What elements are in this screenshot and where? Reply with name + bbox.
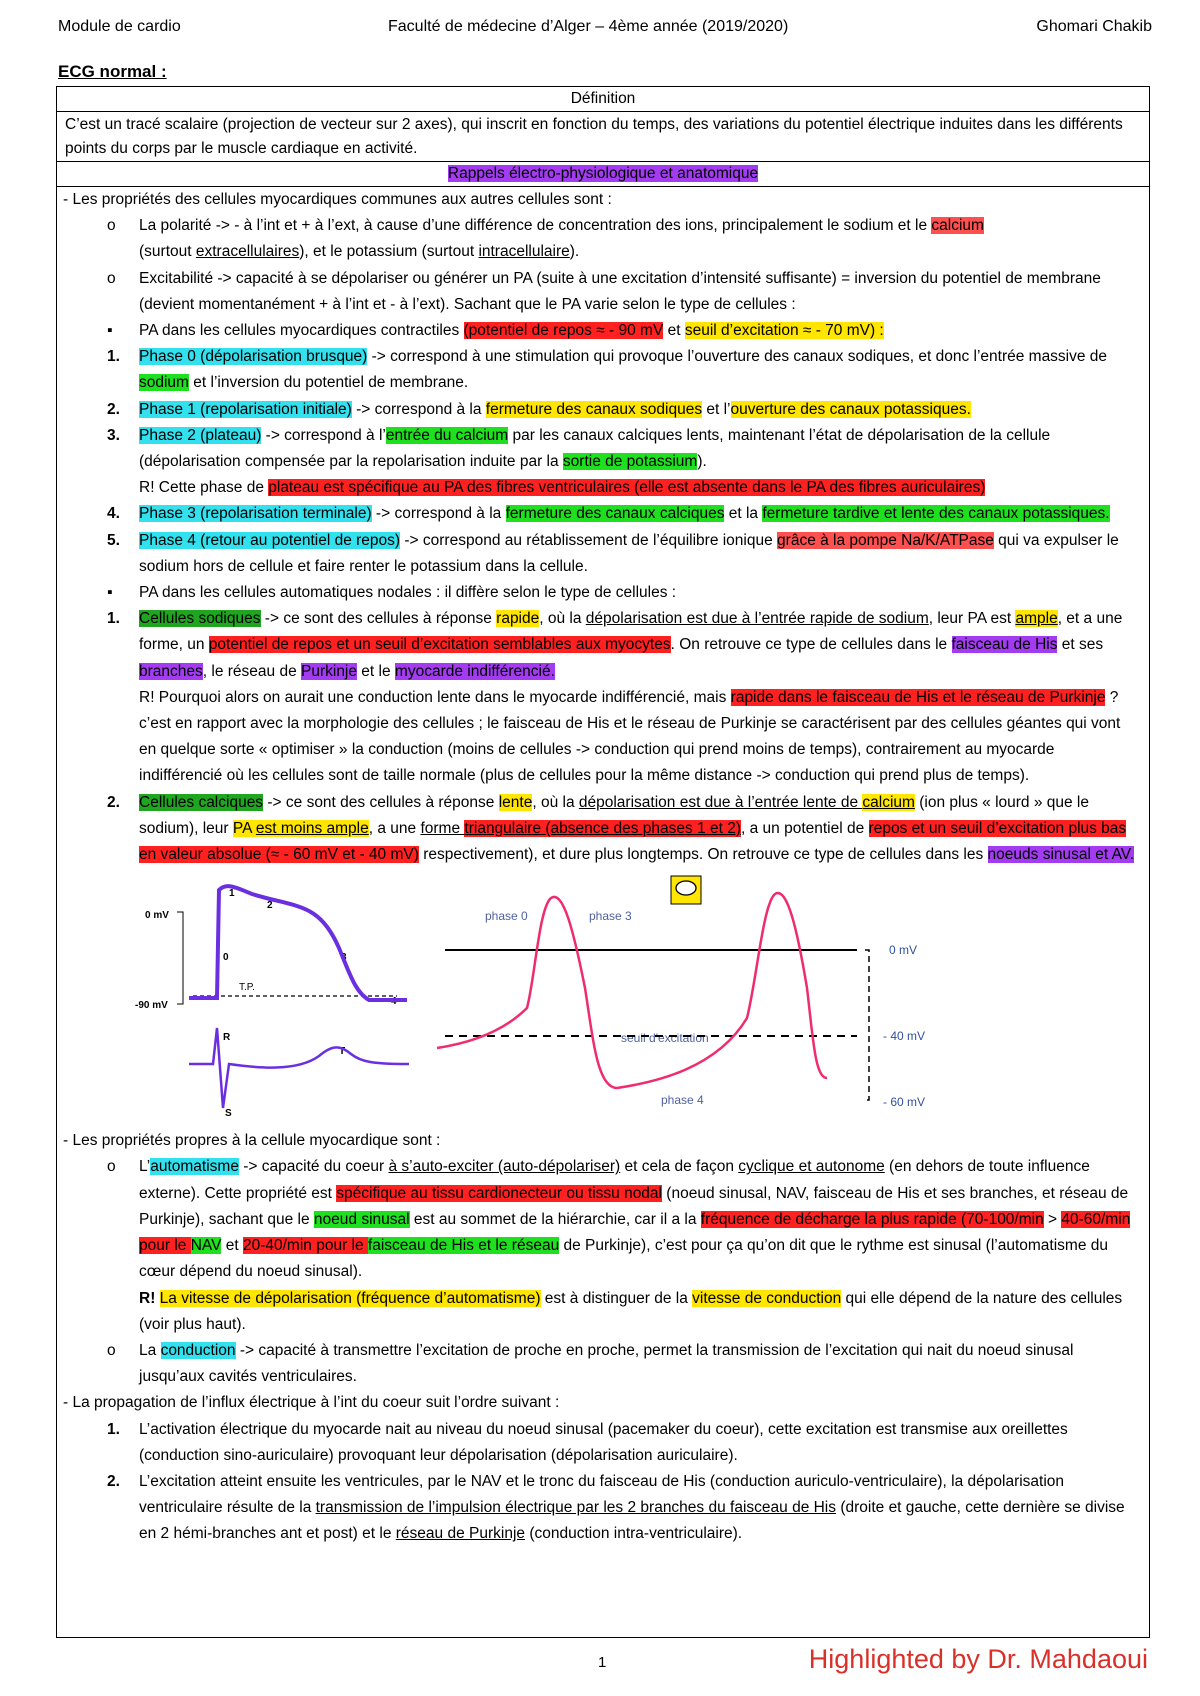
bullet-circle-icon: o <box>107 1341 116 1359</box>
highlight-faisceau: faisceau de His et le réseau <box>367 1237 560 1255</box>
header-faculty: Faculté de médecine d’Alger – 4ème année (2019/2020) <box>388 18 789 35</box>
page-number: 1 <box>598 1654 607 1671</box>
text-run: dépolarisation est due à l’entrée rapide de sodium <box>585 610 929 628</box>
list-item-sodiques <box>57 606 1149 789</box>
text-run: et l’ <box>702 400 731 418</box>
text-run: , où la <box>539 610 586 628</box>
text-run: respectivement), et dure plus longtemps. On retrouve ce type de cellules dans les <box>418 846 988 864</box>
highlight-phase0: Phase 0 (dépolarisation brusque) <box>139 348 368 366</box>
number-marker: 1. <box>107 348 120 366</box>
text-run: ). <box>697 453 707 471</box>
label-90mv: -90 mV <box>135 1000 168 1012</box>
header-module: Module de cardio <box>58 18 181 35</box>
text-run: forme <box>420 819 465 837</box>
bullet-circle-icon: o <box>107 217 116 235</box>
text-run: (conduction intra-ventriculaire). <box>525 1525 743 1543</box>
text-run: -> capacité du coeur <box>238 1158 389 1176</box>
highlight-calcium: calcium <box>931 217 984 235</box>
document-body <box>57 187 1149 1548</box>
header-author: Ghomari Chakib <box>1036 18 1152 35</box>
list-item-phase4 <box>57 528 1149 580</box>
number-marker: 5. <box>107 531 120 549</box>
highlight-repos: (potentiel de repos ≈ - 90 mV <box>463 322 664 340</box>
label-phase-0: 0 <box>223 952 229 964</box>
text-run: , où la <box>532 793 579 811</box>
text-run: -> correspond à l’ <box>261 426 386 444</box>
text-run: L’ <box>139 1158 151 1176</box>
highlight-seuil: seuil d’excitation ≈ - 70 mV) : <box>684 322 884 340</box>
text-run: extracellulaires <box>195 243 300 261</box>
list-item-pa-nodales <box>57 580 1149 606</box>
label-60mv: - 60 mV <box>883 1095 926 1110</box>
label-phase-4: 4 <box>391 996 397 1008</box>
highlight-ample: ample <box>1015 610 1058 628</box>
text-run: et la <box>724 505 763 523</box>
text-run: cyclique et autonome <box>738 1158 885 1176</box>
highlight-frequence: fréquence de décharge la plus rapide (70-100/min <box>700 1210 1044 1228</box>
highlight-noeud-sinusal: noeud sinusal <box>313 1210 410 1228</box>
highlight-sodium: sodium <box>139 374 189 392</box>
text-run: , a un potentiel de <box>741 819 869 837</box>
content-frame <box>56 86 1150 1638</box>
highlight-vitesse-cond: vitesse de conduction <box>692 1289 842 1307</box>
text-run: dépolarisation est due à l’entrée lente de <box>578 793 863 811</box>
label-seuil: seuil d'excitation <box>621 1031 709 1046</box>
highlight-entree-calcium: entrée du calcium <box>385 426 509 444</box>
action-potential-figure <box>57 868 1149 1128</box>
text-run: de Purkinje), c’est pour ça qu’on dit que le rythme est sinusal (l’automatisme du cœur dépend du noeud sinusal). <box>139 1237 1108 1281</box>
highlight-phase4: Phase 4 (retour au potentiel de repos) <box>139 531 401 549</box>
list-item-phase2 <box>57 423 1149 502</box>
text-run: -> ce sont des cellules à réponse <box>263 793 499 811</box>
text-run: qui va expulser le sodium hors de cellule et faire renter le potassium dans la cellule. <box>139 531 1119 575</box>
highlight-plateau: plateau est spécifique au PA des fibres ventriculaires (elle est absente dans le PA des fibres auriculaires) <box>268 479 986 497</box>
text-run: ? c’est en rapport avec la morphologie des cellules ; le faisceau de His et le réseau de Purkinje se caractérisent par des cellules géantes qui vont en quelque sorte « optimiser » la conduction (moins de cellules -> conduction qui prend moins de temps), contrairement au myocarde indifférencié où les cellules sont de taille normale (plus de cellules pour la même distance -> conduction qui prend plus de temps). <box>139 688 1121 785</box>
ecg-curve <box>189 1028 409 1108</box>
number-marker: 2. <box>107 400 120 418</box>
text-run: et <box>221 1237 243 1255</box>
highlight-pompe: grâce à la pompe Na/K/ATPase <box>777 531 994 549</box>
text-run: -> correspond à la <box>371 505 506 523</box>
text-run: PA dans les cellules automatiques nodales : il diffère selon le type de cellules : <box>139 584 677 602</box>
highlight-his-freq: 20-40/min pour le <box>242 1237 368 1255</box>
text-run: , et a une forme, un <box>139 610 1123 654</box>
number-marker: 2. <box>107 1472 120 1490</box>
highlight-noeuds: noeuds sinusal et AV. <box>987 846 1135 864</box>
list-item-polarite <box>57 213 1149 265</box>
highlight-conduction: conduction <box>160 1341 236 1359</box>
text-run: intracellulaire <box>478 243 570 261</box>
number-marker: 1. <box>107 1420 120 1438</box>
list-item-excitabilite <box>57 266 1149 318</box>
list-item-phase3 <box>57 501 1149 527</box>
highlight-branches: branches <box>139 662 203 680</box>
list-item-calciques <box>57 790 1149 869</box>
highlight-cellules-calciques: Cellules calciques <box>139 793 264 811</box>
highlight-nav: NAV <box>190 1237 222 1255</box>
text-run: > <box>1043 1210 1062 1228</box>
text-run: et cela de façon <box>620 1158 739 1176</box>
text-run: -> correspond à une stimulation qui provoque l’ouverture des canaux sodiques, et donc l’entrée massive de <box>367 348 1108 366</box>
label-s-wave: S <box>225 1108 232 1120</box>
highlight-phase1: Phase 1 (repolarisation initiale) <box>139 400 352 418</box>
list-item-pa-contractiles <box>57 318 1149 344</box>
comment-bubble-icon <box>676 881 696 895</box>
text-run: , leur PA est <box>928 610 1016 628</box>
highlight-tissu-nodal: spécifique au tissu cardionecteur ou tissu nodal <box>336 1184 662 1202</box>
highlight-triangulaire: triangulaire (absence des phases 1 et 2) <box>464 819 741 837</box>
text-run: (ion plus « lourd » que le sodium), leur <box>139 793 1089 837</box>
highlight-ouverture-k: ouverture des canaux potassiques. <box>730 400 971 418</box>
ventricular-ap-curve <box>189 886 407 1000</box>
highlight-rapide-his: rapide dans le faisceau de His et le réseau de Purkinje <box>730 688 1106 706</box>
highlight-moins-ample: est moins ample <box>255 819 369 837</box>
label-tp: T.P. <box>239 982 255 994</box>
number-marker: 3. <box>107 426 120 444</box>
text-run: R! Cette phase de <box>139 479 269 497</box>
section-title: ECG normal : <box>58 62 167 81</box>
text-run: La <box>139 1341 161 1359</box>
rappels-intro: - Les propriétés des cellules myocardiques communes aux autres cellules sont : <box>63 191 612 208</box>
label-nodal-phase0: phase 0 <box>485 909 528 924</box>
text-run: (surtout <box>139 243 196 261</box>
text-run: -> capacité à transmettre l’excitation de proche en proche, permet la transmission de l’excitation qui nait du noeud sinusal jusqu’aux cavités ventriculaires. <box>139 1341 1074 1386</box>
text-run: R! <box>139 1289 160 1307</box>
highlight-automatisme: automatisme <box>150 1158 239 1176</box>
voltage-bracket <box>865 950 869 1100</box>
highlight-phase2: Phase 2 (plateau) <box>139 426 262 444</box>
text-run: R! Pourquoi alors on aurait une conduction lente dans le myocarde indifférencié, mais <box>139 688 731 706</box>
highlight-his: faisceau de His <box>951 636 1058 654</box>
text-run: ). <box>569 243 580 261</box>
label-phase-2: 2 <box>267 900 273 912</box>
number-marker: 1. <box>107 610 120 628</box>
label-phase-3: 3 <box>341 952 347 964</box>
text-run: par les canaux calciques lents, maintenant l’état de dépolarisation de la cellule (dépolarisation compensée par la repolarisation induite par la <box>139 426 1051 471</box>
list-item-step1 <box>57 1417 1149 1469</box>
highlight-cellules-sodiques: Cellules sodiques <box>139 610 261 628</box>
text-run: (droite et gauche, cette dernière se divise en 2 hémi-branches ant et post) et le <box>139 1499 1125 1543</box>
label-r-wave: R <box>223 1032 231 1044</box>
propagation-intro: - La propagation de l’influx électrique à l’int du coeur suit l’ordre suivant : <box>63 1394 560 1412</box>
text-run: est à distinguer de la <box>540 1289 693 1307</box>
text-run: et le <box>357 662 395 680</box>
text-run: , le réseau de <box>202 662 301 680</box>
text-run: réseau de Purkinje <box>395 1525 526 1543</box>
propres-intro: - Les propriétés propres à la cellule myocardique sont : <box>63 1132 441 1150</box>
highlight-fermeture-k: fermeture tardive et lente des canaux potassiques. <box>762 505 1110 523</box>
label-nodal-phase4: phase 4 <box>661 1093 704 1108</box>
highlight-nav-freq: 40-60/min pour le <box>139 1210 1131 1255</box>
highlight-sortie-k: sortie de potassium <box>562 453 698 471</box>
highlight-lente: lente <box>498 793 533 811</box>
bullet-square-icon: ▪ <box>107 322 113 340</box>
highlight-purkinje: Purkinje <box>301 662 357 680</box>
number-marker: 2. <box>107 793 120 811</box>
text-run: -> ce sont des cellules à réponse <box>260 610 497 628</box>
highlight-phase3: Phase 3 (repolarisation terminale) <box>139 505 372 523</box>
highlight-repos-bas: repos et un seuil d’excitation plus bas en valeur absolue (≈ - 60 mV et - 40 mV) <box>139 819 1127 864</box>
bullet-circle-icon: o <box>107 1158 116 1176</box>
text-run: est au sommet de la hiérarchie, car il a la <box>409 1210 701 1228</box>
label-phase-1: 1 <box>229 888 235 900</box>
list-item-conduction <box>57 1338 1149 1390</box>
text-run: transmission de l’impulsion électrique par les 2 branches du faisceau de His <box>315 1499 837 1517</box>
highlight-myocarde: myocarde indifférencié. <box>394 662 555 680</box>
text-run: et <box>663 322 685 340</box>
text-run: Excitabilité -> capacité à se dépolariser ou générer un PA (suite à une excitation d’intensité suffisante) = inversion du potentiel de membrane (devient momentanément + à l’int et - à l’ext). Sachant que le PA varie selon le type de cellules : <box>139 269 1101 313</box>
text-run: L’excitation atteint ensuite les ventricules, par le NAV et le tronc du faisceau de His (conduction auriculo-ventriculaire), la dépolarisation ventriculaire résulte de la <box>139 1472 1065 1517</box>
label-t-wave: T <box>339 1046 346 1058</box>
text-run: et l’inversion du potentiel de membrane. <box>188 374 469 392</box>
scale-bracket <box>177 912 183 1004</box>
highlight-credit: Highlighted by Dr. Mahdaoui <box>808 1644 1148 1674</box>
text-run: à s’auto-exciter (auto-dépolariser) <box>388 1158 621 1176</box>
bullet-square-icon: ▪ <box>107 584 113 602</box>
text-run: , a une <box>368 819 421 837</box>
list-item-automatisme <box>57 1154 1149 1337</box>
text-run: et ses <box>1057 636 1104 654</box>
list-item-phase0 <box>57 344 1149 396</box>
text-run: qui elle dépend de la nature des cellules (voir plus haut). <box>139 1289 1123 1333</box>
list-item-phase1 <box>57 397 1149 423</box>
text-run: -> correspond au rétablissement de l’équilibre ionique <box>400 531 778 549</box>
text-run: -> correspond à la <box>351 400 486 418</box>
number-marker: 4. <box>107 505 120 523</box>
rappels-heading: Rappels électro-physiologique et anatomique <box>447 165 759 182</box>
label-40mv: - 40 mV <box>883 1029 926 1044</box>
definition-heading: Définition <box>57 87 1149 112</box>
highlight-calcium-lent: calcium <box>862 793 915 811</box>
bullet-circle-icon: o <box>107 269 116 287</box>
text-run: La polarité -> - à l’int et + à l’ext, à cause d’une différence de concentration des ions, principalement le sodium et le <box>139 217 932 235</box>
label-0mv-right: 0 mV <box>889 943 918 958</box>
highlight-rapide: rapide <box>496 610 540 628</box>
highlight-vitesse-depol: La vitesse de dépolarisation (fréquence d’automatisme) <box>159 1289 541 1307</box>
text-run: . On retrouve ce type de cellules dans le <box>670 636 952 654</box>
figure-svg <box>57 868 1151 1128</box>
text-run: L’activation électrique du myocarde nait au niveau du noeud sinusal (pacemaker du coeur), cette excitation est transmise aux oreillettes (conduction sino-auriculaire) provoquant leur dépolarisation (dépolarisation auriculaire). <box>139 1420 1068 1464</box>
definition-text: C’est un tracé scalaire (projection de vecteur sur 2 axes), qui inscrit en fonction du temps, des variations du potentiel électrique induites dans les différents points du corps par le muscle cardiaque en activité. <box>57 112 1149 162</box>
highlight-fermeture-na: fermeture des canaux sodiques <box>485 400 703 418</box>
highlight-pa: PA <box>232 819 256 837</box>
highlight-potentiel: potentiel de repos et un seuil d’excitation semblables aux myocytes <box>208 636 671 654</box>
text-run: (noeud sinusal, NAV, faisceau de His et ses branches, et réseau de Purkinje), sachant que le <box>139 1184 1129 1228</box>
text-run: ), et le potassium (surtout <box>299 243 479 261</box>
label-nodal-phase3: phase 3 <box>589 909 632 924</box>
text-run: PA dans les cellules myocardiques contractiles <box>139 322 464 340</box>
text-run: (en dehors de toute influence externe). Cette propriété est <box>139 1158 1090 1202</box>
highlight-fermeture-ca: fermeture des canaux calciques <box>505 505 725 523</box>
list-item-step2 <box>57 1469 1149 1548</box>
label-0mv-left: 0 mV <box>145 910 169 922</box>
